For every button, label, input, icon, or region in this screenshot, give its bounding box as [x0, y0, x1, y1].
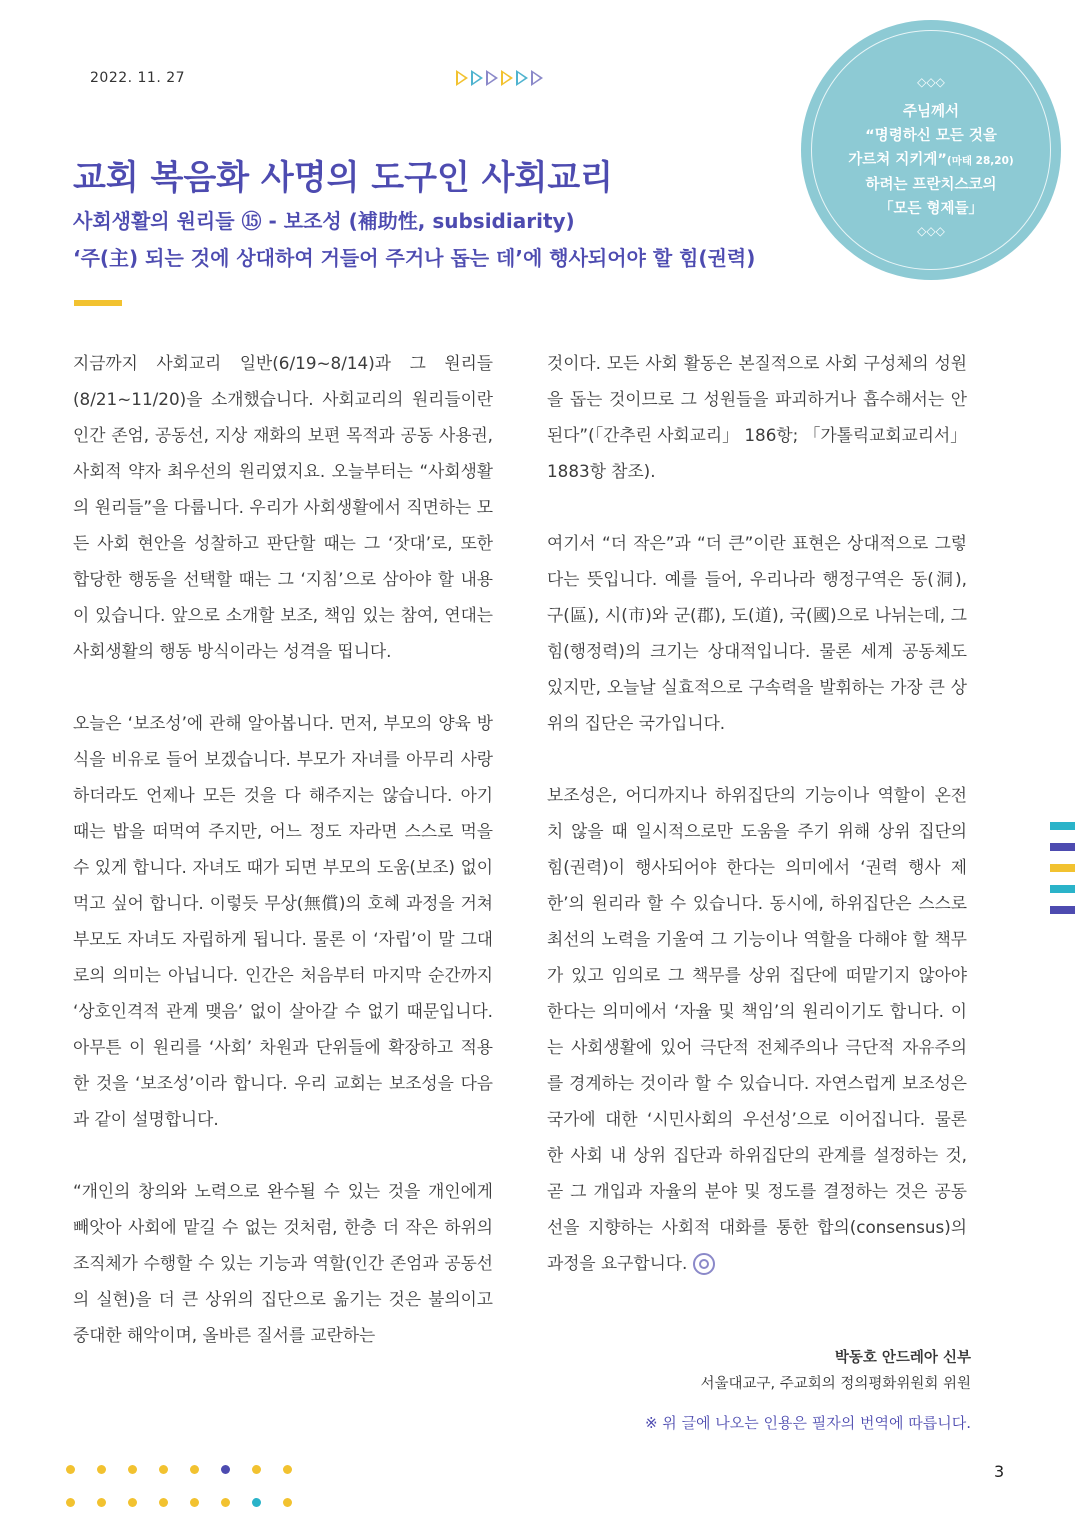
- paragraph: 오늘은 ‘보조성’에 관해 알아봅니다. 먼저, 부모의 양육 방식을 비유로 들어 보겠습니다. 부모가 자녀를 아무리 사랑하더라도 언제나 모든 것을 다 해주지는 않습니다. 아기 때는 밥을 떠먹여 주지만, 어느 정도 자라면 스스로 먹을 수 있게 합니다. 자녀도 때가 되면 부모의 도움(보조) 없이 먹고 싶어 합니다. 이렇듯 무상(無償)의 호혜 과정을 거쳐 부모도 자녀도 자립하게 됩니다. 물론 이 ‘자립’이 말 그대로의 의미는 아닙니다. 인간은 처음부터 마지막 순간까지 ‘상호인격적 관계 맺음’ 없이 살아갈 수 없기 때문입니다. 아무튼 이 원리를 ‘사회’ 차원과 단위들에 확장하고 적용한 것을 ‘보조성’이라 합니다. 우리 교회는 보조성을 다음과 같이 설명합니다.: [73, 713, 493, 1129]
- paragraph: 여기서 “더 작은”과 “더 큰”이란 표현은 상대적으로 그렇다는 뜻입니다. 예를 들어, 우리나라 행정구역은 동(洞), 구(區), 시(市)와 군(郡), 도(道), 국(國)으로 나뉘는데, 그 힘(행정력)의 크기는 상대적입니다. 물론 세계 공동체도 있지만, 오늘날 실효적으로 구속력을 발휘하는 가장 큰 상위의 집단은 국가입니다.: [547, 533, 967, 733]
- dot-row: [66, 1459, 314, 1478]
- badge-line: [801, 148, 1061, 173]
- dot: [97, 1465, 106, 1474]
- dot: [252, 1465, 261, 1474]
- translation-note: ※ 위 글에 나오는 인용은 필자의 번역에 따릅니다.: [644, 1414, 971, 1432]
- dot: [221, 1498, 230, 1507]
- dot: [283, 1465, 292, 1474]
- badge-line: “명령하신 모든 것을: [865, 128, 997, 144]
- author-name: 박동호 안드레아 신부: [834, 1350, 971, 1366]
- dot: [283, 1498, 292, 1507]
- side-bar: [1050, 864, 1075, 872]
- paragraph-text: 보조성은, 어디까지나 하위집단의 기능이나 역할이 온전치 않을 때 일시적으로만 도움을 주기 위해 상위 집단의 힘(권력)이 행사되어야 한다는 의미에서 ‘권력 행사 제한’의 원리라 할 수 있습니다. 동시에, 하위집단은 스스로 최선의 노력을 기울여 그 기능이나 역할을 다해야 할 책무가 있고 임의로 그 책무를 상위 집단에 떠맡기지 않아야 한다는 의미에서 ‘자율 및 책임’의 원리이기도 합니다. 이는 사회생활에 있어 극단적 전체주의나 극단적 자유주의를 경계하는 것이라 할 수 있습니다. 자연스럽게 보조성은 국가에 대한 ‘시민사회의 우선성’으로 이어집니다. 물론 한 사회 내 상위 집단과 하위집단의 관계를 설정하는 것, 곧 그 개입과 자율의 분야 및 정도를 결정하는 것은 공동선을 지향하는 사회적 대화를 통한 합의(consensus)의 과정을 요구합니다.: [547, 785, 967, 1273]
- side-bar: [1050, 843, 1075, 851]
- dot: [66, 1465, 75, 1474]
- paragraph: “개인의 창의와 노력으로 완수될 수 있는 것을 개인에게 빼앗아 사회에 맡길 수 없는 것처럼, 한층 더 작은 하위의 조직체가 수행할 수 있는 기능과 역할(인간 존엄과 공동선의 실현)을 더 큰 상위의 집단으로 옮기는 것은 불의이고 중대한 해악이며, 올바른 질서를 교란하는: [73, 1181, 493, 1345]
- paragraph-last: [547, 777, 967, 1281]
- dot: [252, 1498, 261, 1507]
- article-subtitle: 사회생활의 원리들 ⑮ - 보조성 (補助性, subsidiarity): [73, 209, 575, 233]
- article-subtitle-2: ‘주(主) 되는 것에 상대하여 거들어 주거나 돕는 데’에 행사되어야 할 힘(권력): [73, 246, 756, 270]
- arrow-icon: [501, 70, 513, 86]
- paragraph: 것이다. 모든 사회 활동은 본질적으로 사회 구성체의 성원을 돕는 것이므로 그 성원들을 파괴하거나 흡수해서는 안 된다”(「간추린 사회교리」 186항; 「가톨릭교회교리서」 1883항 참조).: [547, 353, 967, 481]
- paragraph: 지금까지 사회교리 일반(6/19~8/14)과 그 원리들(8/21~11/20)을 소개했습니다. 사회교리의 원리들이란 인간 존엄, 공동선, 지상 재화의 보편 목적과 공동 사용권, 사회적 약자 최우선의 원리였지요. 오늘부터는 “사회생활의 원리들”을 다룹니다. 우리가 사회생활에서 직면하는 모든 사회 현안을 성찰하고 판단할 때는 그 ‘잣대’로, 또한 합당한 행동을 선택할 때는 그 ‘지침’으로 삼아야 할 내용이 있습니다. 앞으로 소개할 보조, 책임 있는 참여, 연대는 사회생활의 행동 방식이라는 성격을 띱니다.: [73, 353, 493, 661]
- dot: [128, 1498, 137, 1507]
- badge-line-main: 가르쳐 지키게”: [848, 152, 947, 168]
- side-bar: [1050, 885, 1075, 893]
- arrow-icon: [456, 70, 468, 86]
- arrow-icon: [531, 70, 543, 86]
- dot: [159, 1498, 168, 1507]
- page-number: 3: [994, 1462, 1005, 1481]
- badge-line: 「모든 형제들」: [878, 201, 984, 217]
- right-column: [547, 345, 967, 1281]
- article-title: 교회 복음화 사명의 도구인 사회교리: [73, 158, 614, 198]
- arrow-icon: [486, 70, 498, 86]
- side-bar: [1050, 906, 1075, 914]
- dot: [97, 1498, 106, 1507]
- dot-row: [66, 1492, 314, 1511]
- author-affiliation: 서울대교구, 주교회의 정의평화위원회 위원: [700, 1376, 971, 1392]
- dot: [159, 1465, 168, 1474]
- badge-line-ref: (마태 28,20): [946, 155, 1014, 167]
- dot: [190, 1498, 199, 1507]
- issue-date: 2022. 11. 27: [90, 70, 186, 86]
- dot: [221, 1465, 230, 1474]
- accent-bar: [74, 300, 122, 306]
- arrow-decoration: [456, 70, 543, 86]
- dot: [66, 1498, 75, 1507]
- intro-badge: [801, 20, 1061, 280]
- badge-line: 주님께서: [902, 104, 960, 120]
- arrow-icon: [471, 70, 483, 86]
- side-bar: [1050, 822, 1075, 830]
- left-column: [73, 345, 493, 1389]
- dot: [190, 1465, 199, 1474]
- badge-line: 하려는 프란치스코의: [865, 177, 997, 193]
- arrow-icon: [516, 70, 528, 86]
- badge-text: [801, 100, 1061, 221]
- dot: [128, 1465, 137, 1474]
- ornament-bottom-icon: ◇◇◇: [917, 224, 945, 238]
- end-mark-icon: [693, 1253, 715, 1275]
- ornament-top-icon: ◇◇◇: [917, 75, 945, 89]
- side-color-bars: [1050, 822, 1075, 927]
